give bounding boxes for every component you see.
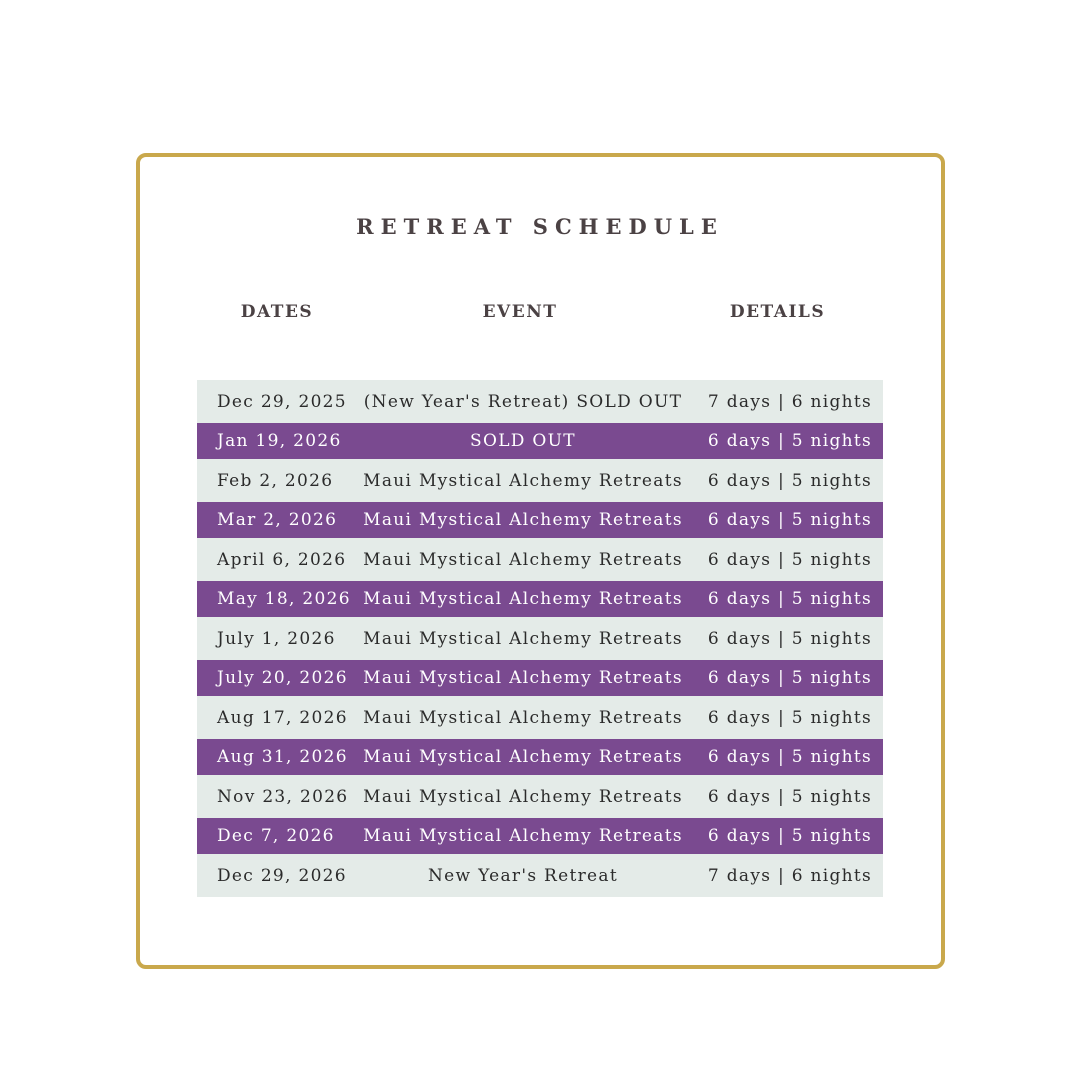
table-row xyxy=(197,617,883,660)
cell-event: Maui Mystical Alchemy Retreats xyxy=(363,628,683,649)
cell-event: (New Year's Retreat) SOLD OUT xyxy=(363,391,683,412)
cell-event: New Year's Retreat xyxy=(427,865,618,886)
cell-event: Maui Mystical Alchemy Retreats xyxy=(363,510,683,530)
cell-date: May 18, 2026 xyxy=(217,589,351,609)
cell-date: Nov 23, 2026 xyxy=(217,786,349,807)
cell-details: 7 days | 6 nights xyxy=(707,391,873,412)
page-title: RETREAT SCHEDULE xyxy=(356,214,724,239)
column-header-dates: DATES xyxy=(240,302,314,322)
cell-event: Maui Mystical Alchemy Retreats xyxy=(363,549,683,570)
column-header-event: EVENT xyxy=(482,302,558,322)
cell-details: 6 days | 5 nights xyxy=(707,668,873,688)
table-row xyxy=(197,538,883,581)
cell-date: July 20, 2026 xyxy=(217,668,348,688)
cell-details: 6 days | 5 nights xyxy=(707,431,873,451)
cell-date: Dec 29, 2026 xyxy=(217,865,347,886)
cell-details: 6 days | 5 nights xyxy=(707,826,873,846)
table-row xyxy=(197,660,883,696)
cell-date: Mar 2, 2026 xyxy=(217,510,338,530)
table-row xyxy=(197,502,883,538)
cell-event: Maui Mystical Alchemy Retreats xyxy=(363,826,683,846)
cell-details: 6 days | 5 nights xyxy=(707,786,873,807)
cell-details: 6 days | 5 nights xyxy=(707,747,873,767)
cell-details: 7 days | 6 nights xyxy=(707,865,873,886)
cell-date: Aug 17, 2026 xyxy=(217,707,348,728)
cell-event: Maui Mystical Alchemy Retreats xyxy=(363,668,683,688)
table-row xyxy=(197,380,883,423)
cell-event: Maui Mystical Alchemy Retreats xyxy=(363,786,683,807)
cell-event: SOLD OUT xyxy=(470,431,576,451)
cell-event: Maui Mystical Alchemy Retreats xyxy=(363,707,683,728)
cell-event: Maui Mystical Alchemy Retreats xyxy=(363,470,683,491)
cell-date: Dec 7, 2026 xyxy=(217,826,335,846)
table-row xyxy=(197,581,883,617)
cell-date: Jan 19, 2026 xyxy=(217,431,342,451)
table-row xyxy=(197,423,883,459)
cell-date: April 6, 2026 xyxy=(217,549,347,570)
table-row xyxy=(197,459,883,502)
table-row xyxy=(197,854,883,897)
table-row xyxy=(197,696,883,739)
table-row xyxy=(197,775,883,818)
schedule-table xyxy=(197,380,883,897)
cell-details: 6 days | 5 nights xyxy=(707,510,873,530)
cell-details: 6 days | 5 nights xyxy=(707,470,873,491)
cell-details: 6 days | 5 nights xyxy=(707,549,873,570)
cell-date: Aug 31, 2026 xyxy=(217,747,348,767)
table-row xyxy=(197,739,883,775)
cell-details: 6 days | 5 nights xyxy=(707,707,873,728)
table-row xyxy=(197,818,883,854)
cell-event: Maui Mystical Alchemy Retreats xyxy=(363,747,683,767)
cell-date: July 1, 2026 xyxy=(217,628,336,649)
cell-date: Dec 29, 2025 xyxy=(217,391,347,412)
cell-date: Feb 2, 2026 xyxy=(217,470,334,491)
cell-details: 6 days | 5 nights xyxy=(707,589,873,609)
column-header-details: DETAILS xyxy=(729,302,826,322)
cell-event: Maui Mystical Alchemy Retreats xyxy=(363,589,683,609)
cell-details: 6 days | 5 nights xyxy=(707,628,873,649)
